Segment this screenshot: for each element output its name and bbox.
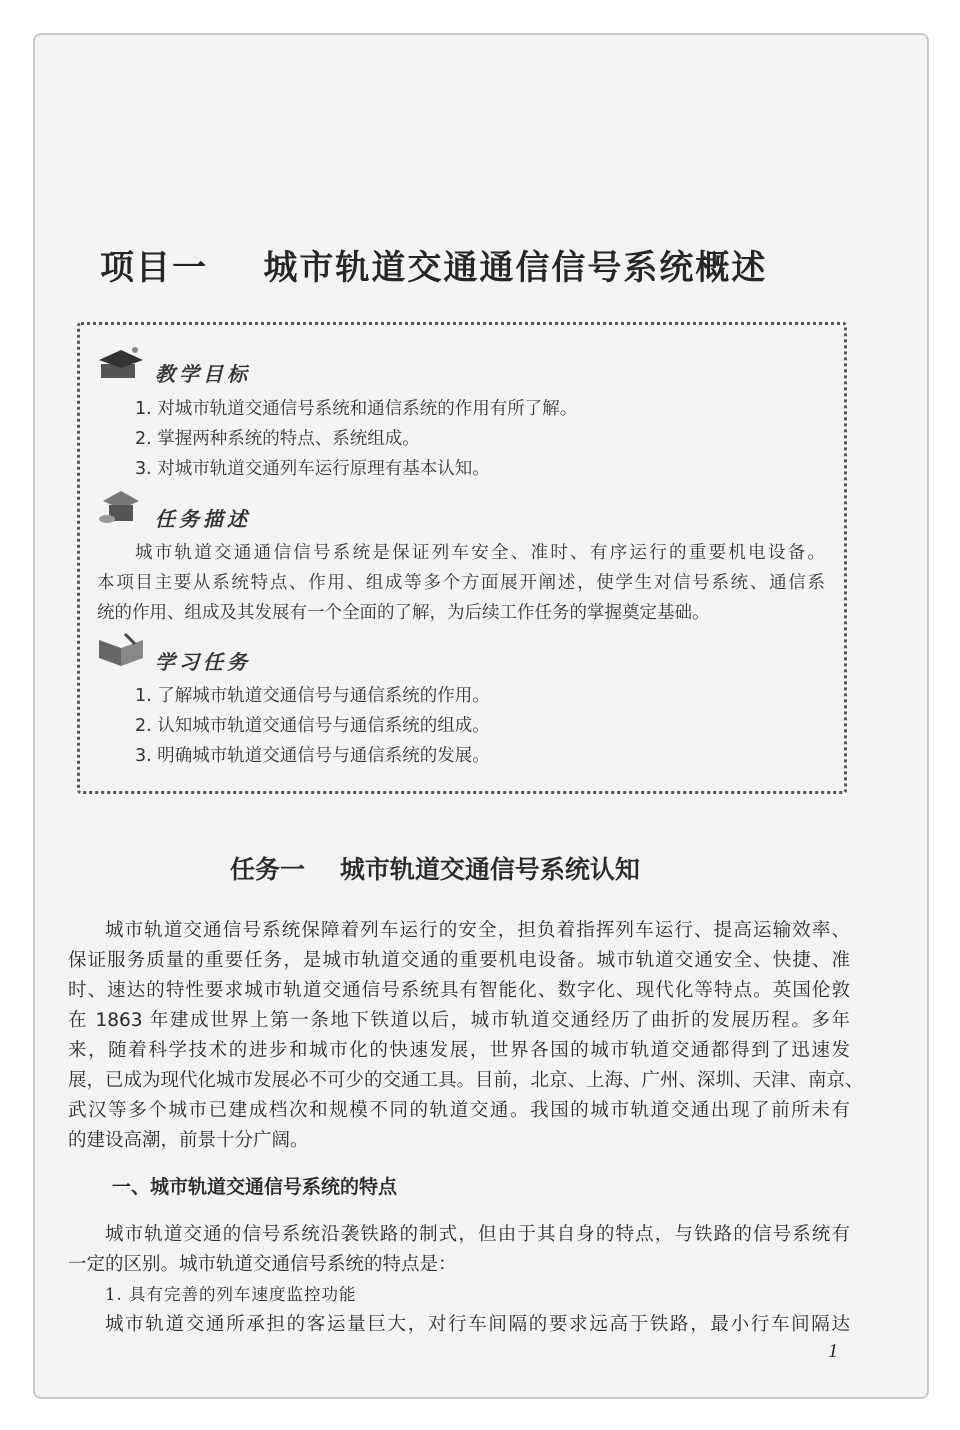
graduation-cap-icon [95, 342, 147, 382]
teaching-goals-heading: 教学目标 [155, 362, 251, 386]
page-number: 1 [828, 1340, 838, 1362]
description-line: 统的作用、组成及其发展有一个全面的了解，为后续工作任务的掌握奠定基础。 [97, 603, 710, 623]
body-line: 城市轨道交通所承担的客运量巨大，对行车间隔的要求远高于铁路，最小行车间隔达 [105, 1314, 850, 1335]
section-heading: 一、城市轨道交通信号系统的特点 [112, 1176, 398, 1198]
body-line: 一定的区别。城市轨道交通信号系统的特点是： [68, 1254, 457, 1275]
body-line: 展，已成为现代化城市发展必不可少的交通工具。目前，北京、上海、广州、深圳、天津、南京、 [68, 1070, 864, 1091]
learning-tasks-heading: 学习任务 [155, 650, 251, 674]
books-icon [95, 487, 147, 527]
body-line: 城市轨道交通的信号系统沿袭铁路的制式，但由于其自身的特点，与铁路的信号系统有 [105, 1224, 850, 1245]
goal-item: 1. 对城市轨道交通信号系统和通信系统的作用有所了解。 [135, 399, 578, 419]
goal-item: 3. 对城市轨道交通列车运行原理有基本认知。 [135, 459, 490, 479]
description-line: 城市轨道交通通信信号系统是保证列车安全、准时、有序运行的重要机电设备。 [135, 543, 825, 563]
body-line: 保证服务质量的重要任务，是城市轨道交通的重要机电设备。城市轨道交通安全、快捷、准 [68, 950, 850, 971]
open-book-icon [95, 630, 147, 670]
chapter-title: 项目一 城市轨道交通通信信号系统概述 [100, 248, 768, 288]
body-line: 来，随着科学技术的进步和城市化的快速发展，世界各国的城市轨道交通都得到了迅速发 [68, 1040, 850, 1061]
task-description-heading: 任务描述 [155, 507, 251, 531]
body-line: 的建设高潮，前景十分广阔。 [68, 1130, 309, 1151]
goal-item: 2. 掌握两种系统的特点、系统组成。 [135, 429, 420, 449]
body-line: 在 1863 年建成世界上第一条地下铁道以后，城市轨道交通经历了曲折的发展历程。多年 [68, 1010, 850, 1031]
body-line: 时、速达的特性要求城市轨道交通信号系统具有智能化、数字化、现代化等特点。英国伦敦 [68, 980, 850, 1001]
task-title: 任务一 城市轨道交通信号系统认知 [230, 855, 640, 884]
learning-task-item: 1. 了解城市轨道交通信号与通信系统的作用。 [135, 686, 490, 706]
description-line: 本项目主要从系统特点、作用、组成等多个方面展开阐述，使学生对信号系统、通信系 [97, 573, 825, 593]
learning-task-item: 3. 明确城市轨道交通信号与通信系统的发展。 [135, 746, 490, 766]
body-line: 城市轨道交通信号系统保障着列车运行的安全，担负着指挥列车运行、提高运输效率、 [105, 920, 850, 941]
body-line: 武汉等多个城市已建成档次和规模不同的轨道交通。我国的城市轨道交通出现了前所未有 [68, 1100, 850, 1121]
learning-task-item: 2. 认知城市轨道交通信号与通信系统的组成。 [135, 716, 490, 736]
subheading: 1. 具有完善的列车速度监控功能 [105, 1285, 357, 1304]
